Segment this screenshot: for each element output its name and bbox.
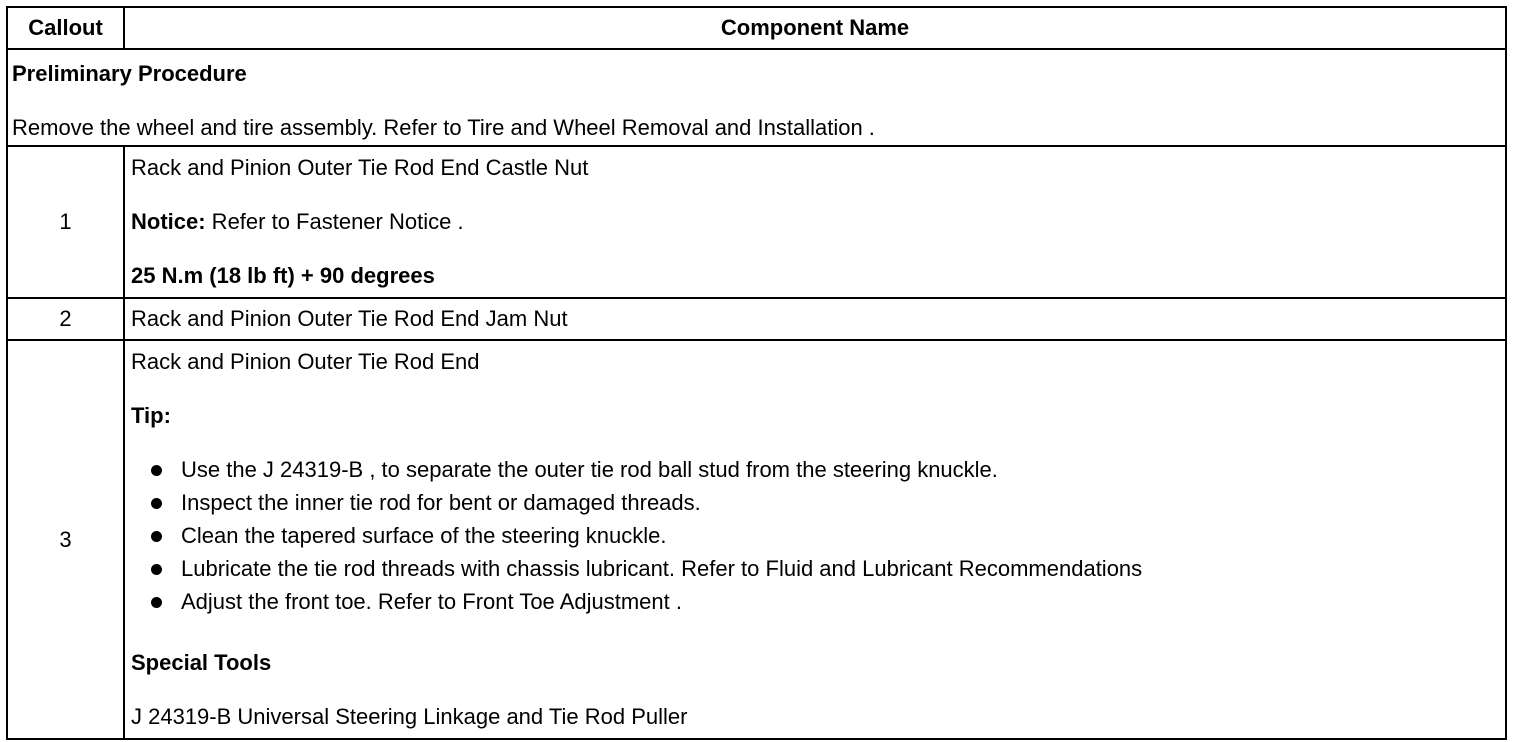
notice-line — [131, 209, 1499, 235]
notice-text: Refer to Fastener Notice . — [205, 209, 464, 234]
table-header-row — [7, 7, 1506, 49]
component-cell — [124, 340, 1506, 739]
component-cell — [124, 298, 1506, 340]
special-tool: J 24319-B Universal Steering Linkage and Tie Rod Puller — [131, 704, 688, 729]
callout-cell: 3 — [7, 340, 124, 739]
list-item: Use the J 24319-B , to separate the outer tie rod ball stud from the steering knuckle. — [149, 457, 1499, 483]
callout-cell: 1 — [7, 146, 124, 298]
preliminary-row — [7, 49, 1506, 146]
component-name: Rack and Pinion Outer Tie Rod End Jam Nut — [131, 306, 568, 331]
list-item: Clean the tapered surface of the steering knuckle. — [149, 523, 1499, 549]
table-row — [7, 340, 1506, 739]
component-table — [6, 6, 1507, 740]
preliminary-cell — [7, 49, 1506, 146]
special-tools-label: Special Tools — [131, 650, 272, 675]
list-item: Inspect the inner tie rod for bent or damaged threads. — [149, 490, 1499, 516]
table-row — [7, 298, 1506, 340]
header-component-name: Component Name — [124, 7, 1506, 49]
callout-cell: 2 — [7, 298, 124, 340]
tip-label: Tip: — [131, 403, 171, 428]
component-name: Rack and Pinion Outer Tie Rod End — [131, 349, 480, 374]
preliminary-title: Preliminary Procedure — [12, 61, 247, 86]
component-cell — [124, 146, 1506, 298]
notice-label: Notice: — [131, 209, 206, 234]
component-name: Rack and Pinion Outer Tie Rod End Castle Nut — [131, 155, 589, 180]
header-callout: Callout — [7, 7, 124, 49]
table-row — [7, 146, 1506, 298]
list-item: Lubricate the tie rod threads with chassis lubricant. Refer to Fluid and Lubricant Recommendations — [149, 556, 1499, 582]
preliminary-text: Remove the wheel and tire assembly. Refer to Tire and Wheel Removal and Installation . — [12, 115, 875, 140]
list-item: Adjust the front toe. Refer to Front Toe Adjustment . — [149, 589, 1499, 615]
tip-list — [131, 457, 1499, 615]
torque-spec: 25 N.m (18 lb ft) + 90 degrees — [131, 263, 435, 288]
